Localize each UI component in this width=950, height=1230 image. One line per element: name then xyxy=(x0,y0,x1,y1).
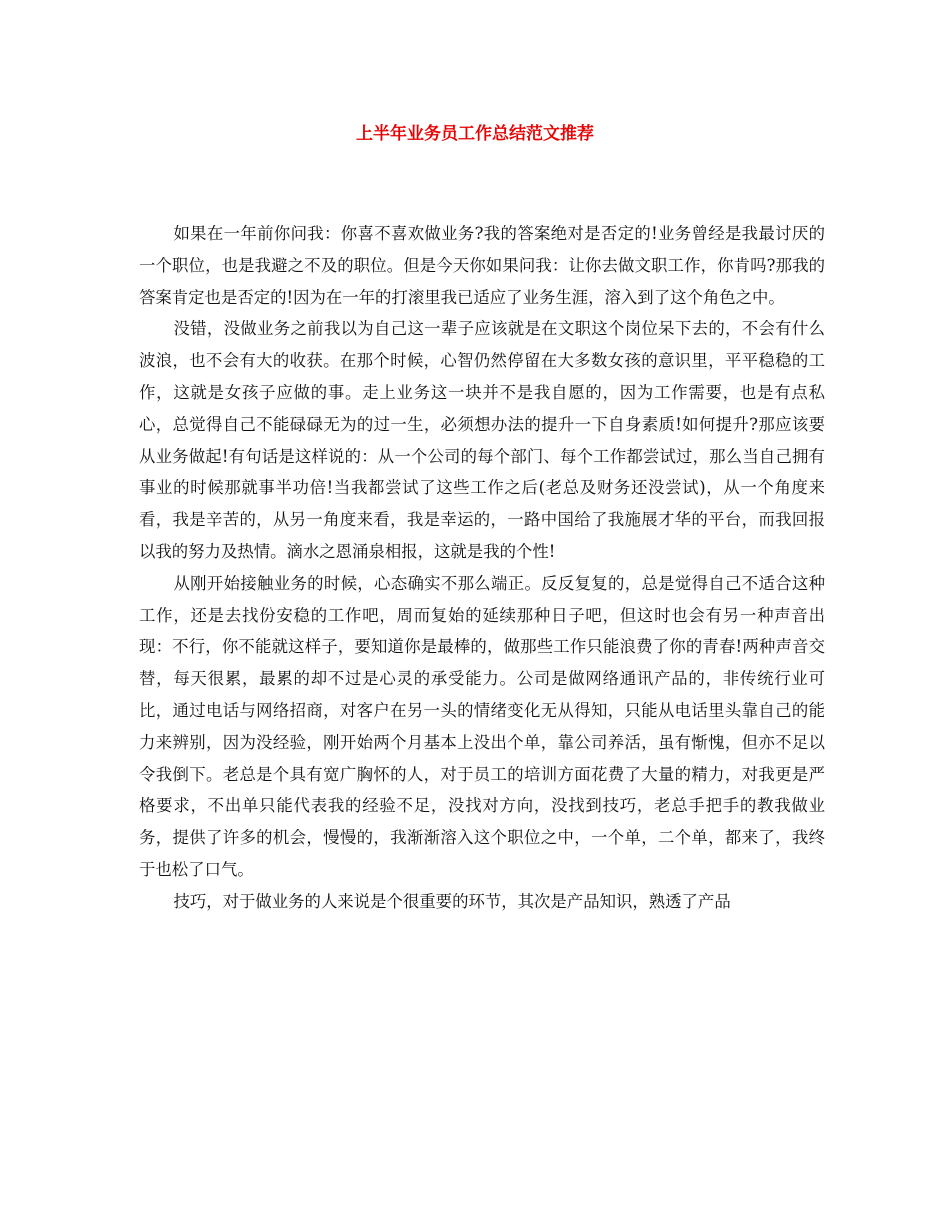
document-title: 上半年业务员工作总结范文推荐 xyxy=(356,124,594,144)
paragraph: 技巧，对于做业务的人来说是个很重要的环节，其次是产品知识，熟透了产品 xyxy=(173,891,731,911)
paragraph: 从刚开始接触业务的时候，心态确实不那么端正。反反复复的，总是觉得自己不适合这种工作，还是去找份安稳的工作吧，周而复始的延续那种日子吧，但这时也会有另一种声音出现：不行，你不能就这样子，要知道你是最棒的，做那些工作只能浪费了你的青春!两种声音交替，每天很累，最累的却不过是心灵的承受能力。公司是做网络通讯产品的，非传统行业可比，通过电话与网络招商，对客户在另一头的情绪变化无从得知，只能从电话里头靠自己的能力来辨别，因为没经验，刚开始两个月基本上没出个单，靠公司养活，虽有惭愧，但亦不足以令我倒下。老总是个具有宽广胸怀的人，对于员工的培训方面花费了大量的精力，对我更是严格要求，不出单只能代表我的经验不足，没找对方向，没找到技巧，老总手把手的教我做业务，提供了许多的机会，慢慢的，我渐渐溶入这个职位之中，一个单，二个单，都来了，我终于也松了口气。 xyxy=(139,573,825,879)
document-body xyxy=(139,218,825,918)
paragraph: 如果在一年前你问我：你喜不喜欢做业务?我的答案绝对是否定的!业务曾经是我最讨厌的一个职位，也是我避之不及的职位。但是今天你如果问我：让你去做文职工作，你肯吗?那我的答案肯定也是否定的!因为在一年的打滚里我已适应了业务生涯，溶入到了这个角色之中。 xyxy=(139,224,825,307)
paragraph: 没错，没做业务之前我以为自己这一辈子应该就是在文职这个岗位呆下去的，不会有什么波浪，也不会有大的收获。在那个时候，心智仍然停留在大多数女孩的意识里，平平稳稳的工作，这就是女孩子应做的事。走上业务这一块并不是我自愿的，因为工作需要，也是有点私心，总觉得自己不能碌碌无为的过一生，必须想办法的提升一下自身素质!如何提升?那应该要从业务做起!有句话是这样说的：从一个公司的每个部门、每个工作都尝试过，那么当自己拥有事业的时候那就事半功倍!当我都尝试了这些工作之后(老总及财务还没尝试)，从一个角度来看，我是辛苦的，从另一角度来看，我是幸运的，一路中国给了我施展才华的平台，而我回报以我的努力及热情。滴水之恩涌泉相报，这就是我的个性! xyxy=(139,319,825,561)
